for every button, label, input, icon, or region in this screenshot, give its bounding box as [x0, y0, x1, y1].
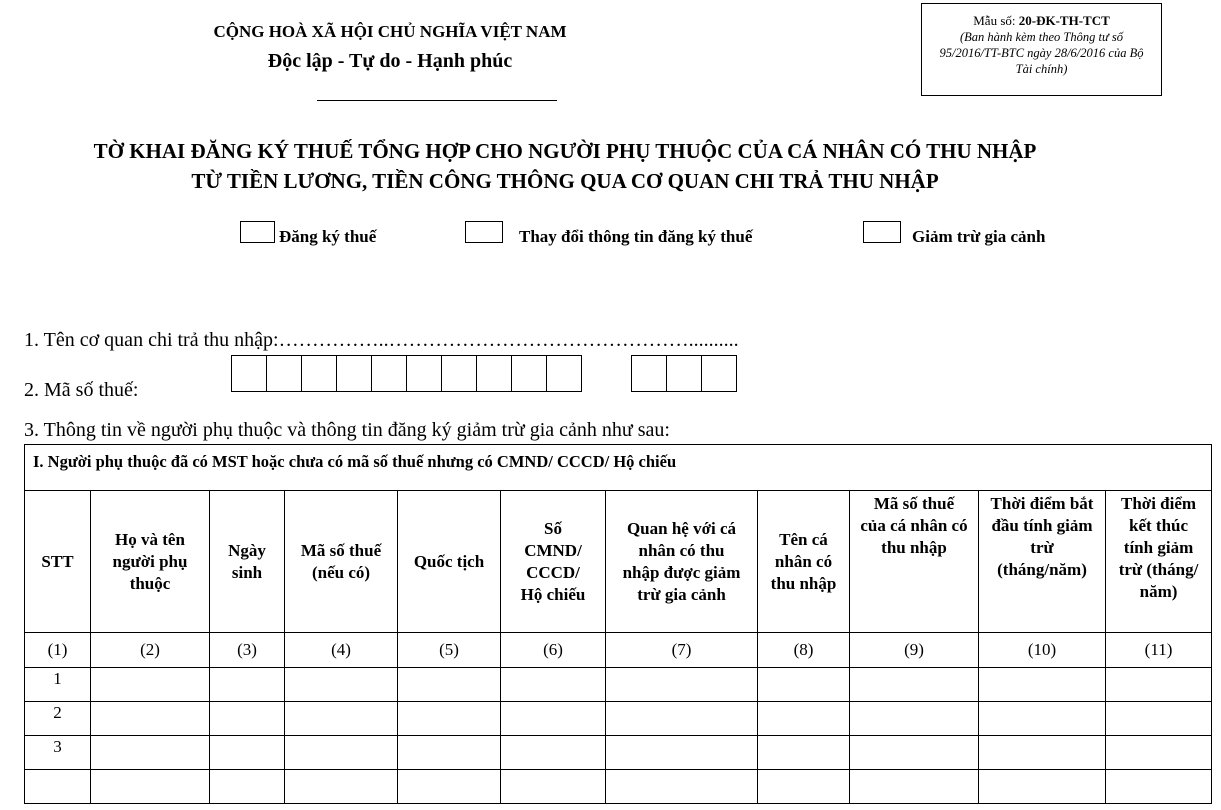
dependents-intro: 3. Thông tin về người phụ thuộc và thông tin đăng ký giảm trừ gia cảnh như sau:	[24, 419, 670, 441]
table-cell[interactable]	[850, 770, 979, 804]
option-label-change-info: Thay đổi thông tin đăng ký thuế	[519, 227, 753, 246]
col-header-nationality: Quốc tịch	[398, 491, 501, 633]
national-motto: Độc lập - Tự do - Hạnh phúc	[267, 50, 513, 72]
header-divider	[317, 100, 557, 101]
tax-code-digit[interactable]	[547, 356, 582, 391]
tax-code-digit[interactable]	[512, 356, 547, 391]
tax-code-digit[interactable]	[477, 356, 512, 391]
tax-code-digit[interactable]	[302, 356, 337, 391]
form-code: 20-ĐK-TH-TCT	[1018, 13, 1110, 28]
form-title	[0, 136, 1130, 196]
form-title-line1: TỜ KHAI ĐĂNG KÝ THUẾ TỔNG HỢP CHO NGƯỜI PHỤ THUỘC CỦA CÁ NHÂN CÓ THU NHẬP	[93, 139, 1037, 163]
checkbox-tax-registration[interactable]	[240, 221, 275, 243]
table-cell[interactable]	[91, 770, 210, 804]
tax-code-digit[interactable]	[407, 356, 442, 391]
col-number: (3)	[210, 633, 285, 668]
col-number: (9)	[850, 633, 979, 668]
row-index: 1	[25, 668, 91, 702]
col-header-tax-code: Mã số thuế (nếu có)	[285, 491, 398, 633]
column-header-row	[25, 491, 1212, 633]
table-cell[interactable]	[979, 668, 1106, 702]
table-cell[interactable]	[758, 736, 850, 770]
table-cell[interactable]	[606, 770, 758, 804]
table-cell[interactable]	[1106, 668, 1212, 702]
tax-code-branch-digit[interactable]	[667, 356, 702, 391]
table-cell[interactable]	[979, 736, 1106, 770]
col-number: (8)	[758, 633, 850, 668]
col-number: (1)	[25, 633, 91, 668]
table-cell[interactable]	[606, 668, 758, 702]
table-cell[interactable]	[398, 736, 501, 770]
table-cell[interactable]	[210, 736, 285, 770]
col-number: (7)	[606, 633, 758, 668]
checkbox-family-deduction[interactable]	[863, 221, 901, 243]
tax-code-digit[interactable]	[372, 356, 407, 391]
table-row	[25, 770, 1212, 804]
form-code-prefix: Mẫu số:	[973, 13, 1019, 28]
table-cell[interactable]	[210, 702, 285, 736]
table-cell[interactable]	[1106, 770, 1212, 804]
table-cell[interactable]	[850, 668, 979, 702]
table-cell[interactable]	[285, 736, 398, 770]
table-cell[interactable]	[501, 736, 606, 770]
table-cell[interactable]	[606, 736, 758, 770]
option-label-tax-registration: Đăng ký thuế	[279, 227, 377, 246]
col-number: (10)	[979, 633, 1106, 668]
table-cell[interactable]	[285, 668, 398, 702]
column-number-row	[25, 633, 1212, 668]
col-header-birth-date: Ngày sinh	[210, 491, 285, 633]
col-header-id-number: Số CMND/ CCCD/ Hộ chiếu	[501, 491, 606, 633]
table-cell[interactable]	[979, 702, 1106, 736]
table-cell[interactable]	[285, 702, 398, 736]
table-row	[25, 668, 1212, 702]
table-cell[interactable]	[398, 702, 501, 736]
table-cell[interactable]	[501, 770, 606, 804]
dependents-table	[24, 444, 1212, 804]
col-header-taxpayer-name: Tên cá nhân có thu nhập	[758, 491, 850, 633]
row-index: 2	[25, 702, 91, 736]
col-header-start-period: Thời điểm bắt đầu tính giảm trừ (tháng/năm)	[979, 491, 1106, 633]
table-row	[25, 736, 1212, 770]
col-number: (11)	[1106, 633, 1212, 668]
tax-code-digit[interactable]	[232, 356, 267, 391]
national-header	[190, 20, 590, 78]
table-row	[25, 702, 1212, 736]
tax-code-digit[interactable]	[442, 356, 477, 391]
row-index: 3	[25, 736, 91, 770]
table-cell[interactable]	[758, 770, 850, 804]
col-header-taxpayer-tax-code: Mã số thuế của cá nhân có thu nhập	[850, 491, 979, 633]
table-cell[interactable]	[758, 702, 850, 736]
table-cell[interactable]	[91, 702, 210, 736]
tax-code-digit[interactable]	[267, 356, 302, 391]
table-cell[interactable]	[1106, 702, 1212, 736]
table-cell[interactable]	[285, 770, 398, 804]
tax-code-boxes-branch[interactable]	[631, 355, 737, 392]
table-cell[interactable]	[210, 668, 285, 702]
form-number-box	[921, 3, 1162, 96]
col-header-dependent-name: Họ và tên người phụ thuộc	[91, 491, 210, 633]
tax-code-branch-digit[interactable]	[632, 356, 667, 391]
table-cell[interactable]	[850, 736, 979, 770]
row-index	[25, 770, 91, 804]
payer-name-field[interactable]: 1. Tên cơ quan chi trả thu nhập:……………..………………………………………..........	[24, 329, 739, 351]
table-cell[interactable]	[210, 770, 285, 804]
table-cell[interactable]	[91, 668, 210, 702]
col-header-end-period: Thời điểm kết thúc tính giảm trừ (tháng/ năm)	[1106, 491, 1212, 633]
col-number: (6)	[501, 633, 606, 668]
tax-code-boxes-main[interactable]	[231, 355, 582, 392]
col-number: (2)	[91, 633, 210, 668]
tax-code-digit[interactable]	[337, 356, 372, 391]
col-number: (4)	[285, 633, 398, 668]
table-cell[interactable]	[398, 668, 501, 702]
table-cell[interactable]	[850, 702, 979, 736]
country-name: CỘNG HOÀ XÃ HỘI CHỦ NGHĨA VIỆT NAM	[213, 22, 567, 41]
table-cell[interactable]	[979, 770, 1106, 804]
table-cell[interactable]	[501, 668, 606, 702]
col-number: (5)	[398, 633, 501, 668]
tax-code-label: 2. Mã số thuế:	[24, 379, 139, 401]
col-header-stt: STT	[25, 491, 91, 633]
form-legal-note: (Ban hành kèm theo Thông tư số 95/2016/TT-BTC ngày 28/6/2016 của Bộ Tài chính)	[939, 30, 1144, 76]
tax-code-branch-digit[interactable]	[702, 356, 737, 391]
table-cell[interactable]	[91, 736, 210, 770]
option-label-family-deduction: Giảm trừ gia cảnh	[912, 227, 1046, 246]
col-header-relationship: Quan hệ với cá nhân có thu nhập được giảm trừ gia cảnh	[606, 491, 758, 633]
section-title: I. Người phụ thuộc đã có MST hoặc chưa có mã số thuế nhưng có CMND/ CCCD/ Hộ chiếu	[25, 445, 1212, 491]
table-cell[interactable]	[758, 668, 850, 702]
checkbox-change-info[interactable]	[465, 221, 503, 243]
table-cell[interactable]	[1106, 736, 1212, 770]
form-title-line2: TỪ TIỀN LƯƠNG, TIỀN CÔNG THÔNG QUA CƠ QUAN CHI TRẢ THU NHẬP	[191, 169, 939, 193]
table-cell[interactable]	[398, 770, 501, 804]
table-cell[interactable]	[606, 702, 758, 736]
table-cell[interactable]	[501, 702, 606, 736]
